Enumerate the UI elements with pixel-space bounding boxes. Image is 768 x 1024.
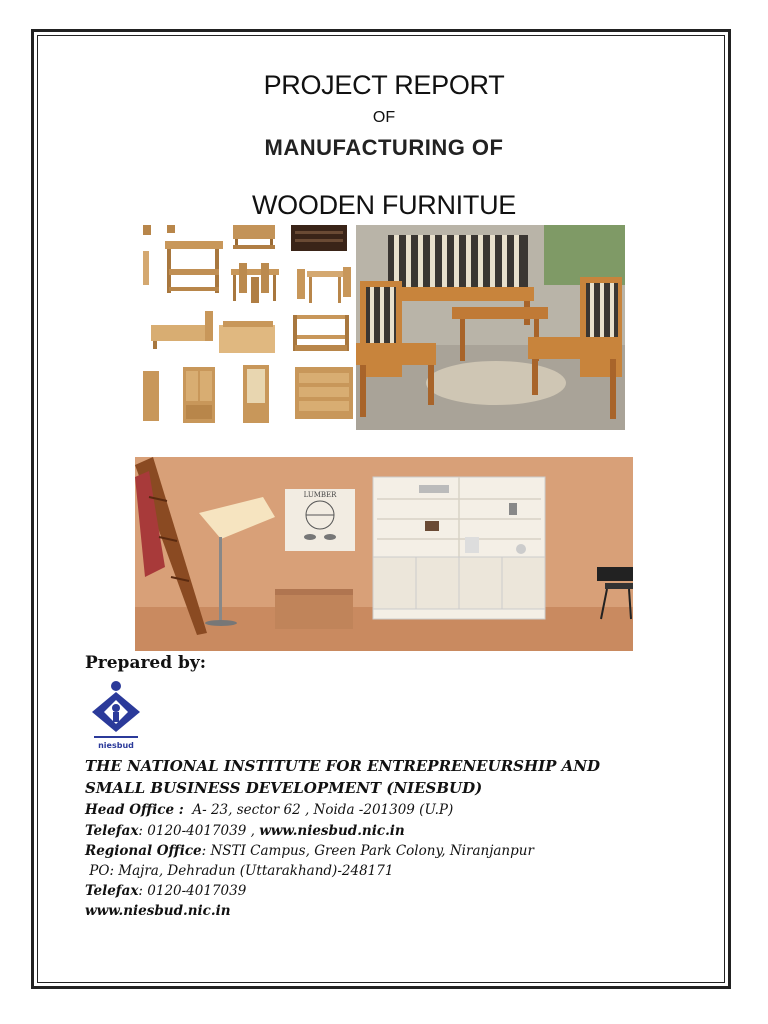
po-address-line: PO: Majra, Dehradun (Uttarakhand)-248171	[85, 863, 394, 879]
prepared-by-label: Prepared by:	[85, 653, 207, 673]
telefax-line-1	[85, 823, 405, 839]
title-manufacturing: MANUFACTURING OF	[264, 135, 504, 160]
title-product: WOODEN FURNITUE	[252, 190, 516, 220]
title-of: OF	[372, 109, 396, 126]
telefax-label-2: Telefax	[85, 883, 139, 899]
website-link-2[interactable]: www.niesbud.nic.in	[85, 903, 231, 919]
org-name-line-2: SMALL BUSINESS DEVELOPMENT (NIESBUD)	[85, 779, 483, 797]
regional-office-label: Regional Office	[85, 843, 202, 859]
logo-caption: niesbud	[98, 741, 134, 750]
head-office-label: Head Office :	[85, 802, 184, 818]
room-interior-image	[135, 457, 633, 651]
sofa-set-image	[356, 225, 625, 430]
head-office-line	[85, 802, 453, 818]
telefax-label-1: Telefax	[85, 823, 139, 839]
poster-text: LUMBER	[303, 491, 337, 499]
report-title: PROJECT REPORT	[263, 70, 505, 100]
head-office-address: A- 23, sector 62 , Noida -201309 (U.P)	[183, 802, 454, 818]
regional-office-address: : NSTI Campus, Green Park Colony, Niranjanpur	[201, 843, 534, 859]
org-name-line-1: THE NATIONAL INSTITUTE FOR ENTREPRENEURSHIP AND	[85, 757, 601, 775]
niesbud-logo	[88, 680, 144, 750]
telefax-number-2: : 0120-4017039	[138, 883, 247, 899]
telefax-line-2	[85, 883, 246, 899]
furniture-collage-image	[143, 225, 355, 430]
regional-office-line	[85, 843, 534, 859]
telefax-number-1: : 0120-4017039 ,	[138, 823, 260, 839]
website-link-1[interactable]: www.niesbud.nic.in	[259, 823, 405, 839]
